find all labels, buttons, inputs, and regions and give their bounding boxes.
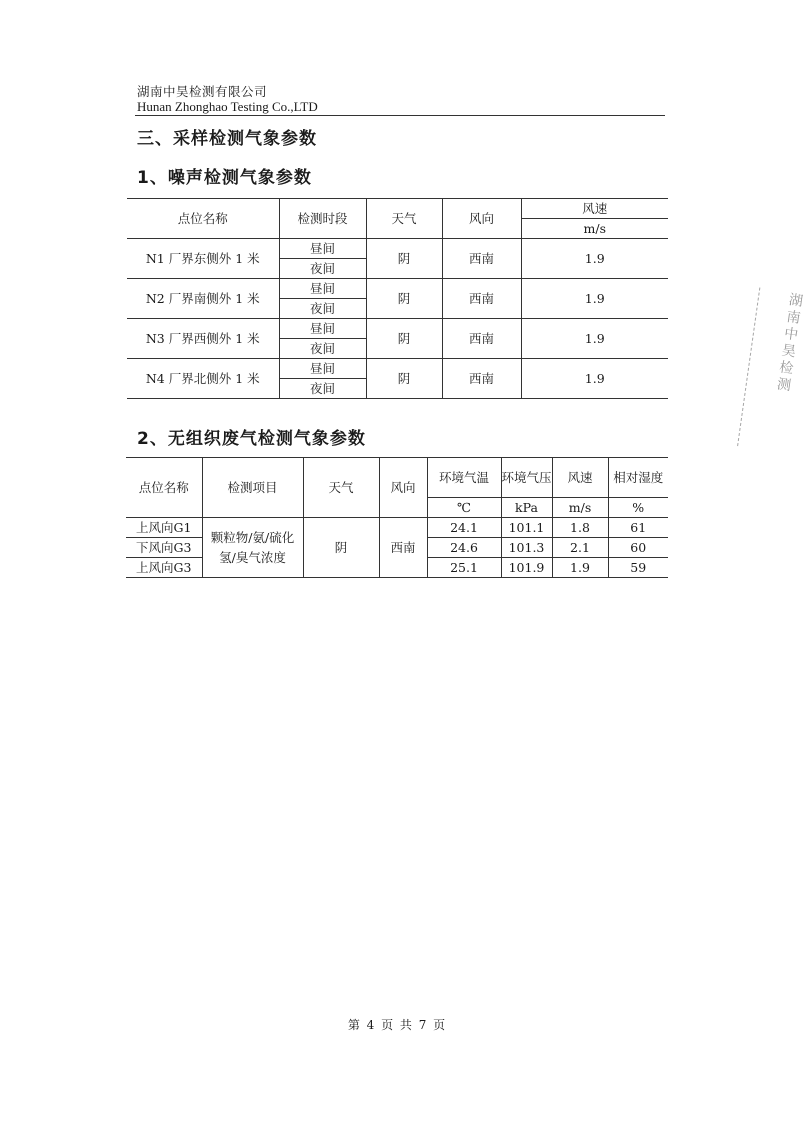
header-company-en: Hunan Zhonghao Testing Co.,LTD <box>137 99 318 114</box>
wind-speed-cell: 2.1 <box>552 538 608 558</box>
col-header-temp: 环境气温 <box>427 458 501 498</box>
header-company-cn: 湖南中昊检测有限公司 <box>137 84 268 99</box>
col-header-pressure: 环境气压 <box>501 458 552 498</box>
col-header-item: 检测项目 <box>202 458 303 518</box>
humidity-cell: 59 <box>608 558 668 578</box>
col-header-weather: 天气 <box>366 199 442 239</box>
seal-stamp <box>737 288 806 453</box>
gas-weather-table <box>126 457 668 578</box>
wind-dir-cell: 西南 <box>379 518 427 578</box>
point-cell: N1 厂界东侧外 1 米 <box>127 239 279 279</box>
unit-pressure: kPa <box>501 498 552 518</box>
period-day-cell: 昼间 <box>279 279 366 299</box>
pressure-cell: 101.3 <box>501 538 552 558</box>
wind-dir-cell: 西南 <box>442 319 521 359</box>
wind-speed-cell: 1.9 <box>552 558 608 578</box>
unit-humidity: % <box>608 498 668 518</box>
unit-wind-speed: m/s <box>521 219 668 239</box>
wind-speed-cell: 1.9 <box>521 319 668 359</box>
temp-cell: 24.1 <box>427 518 501 538</box>
noise-weather-table <box>127 198 668 399</box>
point-cell: 上风向G3 <box>126 558 202 578</box>
weather-cell: 阴 <box>303 518 379 578</box>
wind-speed-cell: 1.8 <box>552 518 608 538</box>
temp-cell: 25.1 <box>427 558 501 578</box>
period-night-cell: 夜间 <box>279 299 366 319</box>
humidity-cell: 60 <box>608 538 668 558</box>
header-rule <box>135 115 665 116</box>
point-cell: 上风向G1 <box>126 518 202 538</box>
point-cell: N2 厂界南侧外 1 米 <box>127 279 279 319</box>
period-night-cell: 夜间 <box>279 259 366 279</box>
col-header-wind-dir: 风向 <box>442 199 521 239</box>
wind-speed-cell: 1.9 <box>521 279 668 319</box>
unit-temp: ℃ <box>427 498 501 518</box>
period-day-cell: 昼间 <box>279 319 366 339</box>
point-cell: N3 厂界西侧外 1 米 <box>127 319 279 359</box>
col-header-wind-speed: 风速 <box>521 199 668 219</box>
pressure-cell: 101.9 <box>501 558 552 578</box>
table-row <box>127 279 668 299</box>
point-cell: 下风向G3 <box>126 538 202 558</box>
col-header-point: 点位名称 <box>127 199 279 239</box>
col-header-period: 检测时段 <box>279 199 366 239</box>
wind-dir-cell: 西南 <box>442 359 521 399</box>
gas-table-title: 2、无组织废气检测气象参数 <box>137 429 366 449</box>
stamp-text: 湖南中昊检测 <box>773 291 804 395</box>
table-row <box>126 518 668 538</box>
temp-cell: 24.6 <box>427 538 501 558</box>
weather-cell: 阴 <box>366 359 442 399</box>
point-cell: N4 厂界北侧外 1 米 <box>127 359 279 399</box>
col-header-wind-speed: 风速 <box>552 458 608 498</box>
wind-dir-cell: 西南 <box>442 279 521 319</box>
page-footer: 第 4 页 共 7 页 <box>347 1018 446 1032</box>
table-row <box>127 239 668 259</box>
col-header-point: 点位名称 <box>126 458 202 518</box>
period-night-cell: 夜间 <box>279 339 366 359</box>
col-header-wind-dir: 风向 <box>379 458 427 518</box>
table-row <box>127 319 668 339</box>
wind-dir-cell: 西南 <box>442 239 521 279</box>
weather-cell: 阴 <box>366 279 442 319</box>
period-day-cell: 昼间 <box>279 359 366 379</box>
unit-wind-speed: m/s <box>552 498 608 518</box>
pressure-cell: 101.1 <box>501 518 552 538</box>
period-day-cell: 昼间 <box>279 239 366 259</box>
wind-speed-cell: 1.9 <box>521 239 668 279</box>
noise-table-title: 1、噪声检测气象参数 <box>137 168 312 188</box>
table-row <box>127 359 668 379</box>
period-night-cell: 夜间 <box>279 379 366 399</box>
col-header-weather: 天气 <box>303 458 379 518</box>
section-title: 三、采样检测气象参数 <box>137 129 317 149</box>
weather-cell: 阴 <box>366 239 442 279</box>
wind-speed-cell: 1.9 <box>521 359 668 399</box>
humidity-cell: 61 <box>608 518 668 538</box>
weather-cell: 阴 <box>366 319 442 359</box>
col-header-humidity: 相对湿度 <box>608 458 668 498</box>
item-cell: 颗粒物/氨/硫化氢/臭气浓度 <box>202 518 303 578</box>
